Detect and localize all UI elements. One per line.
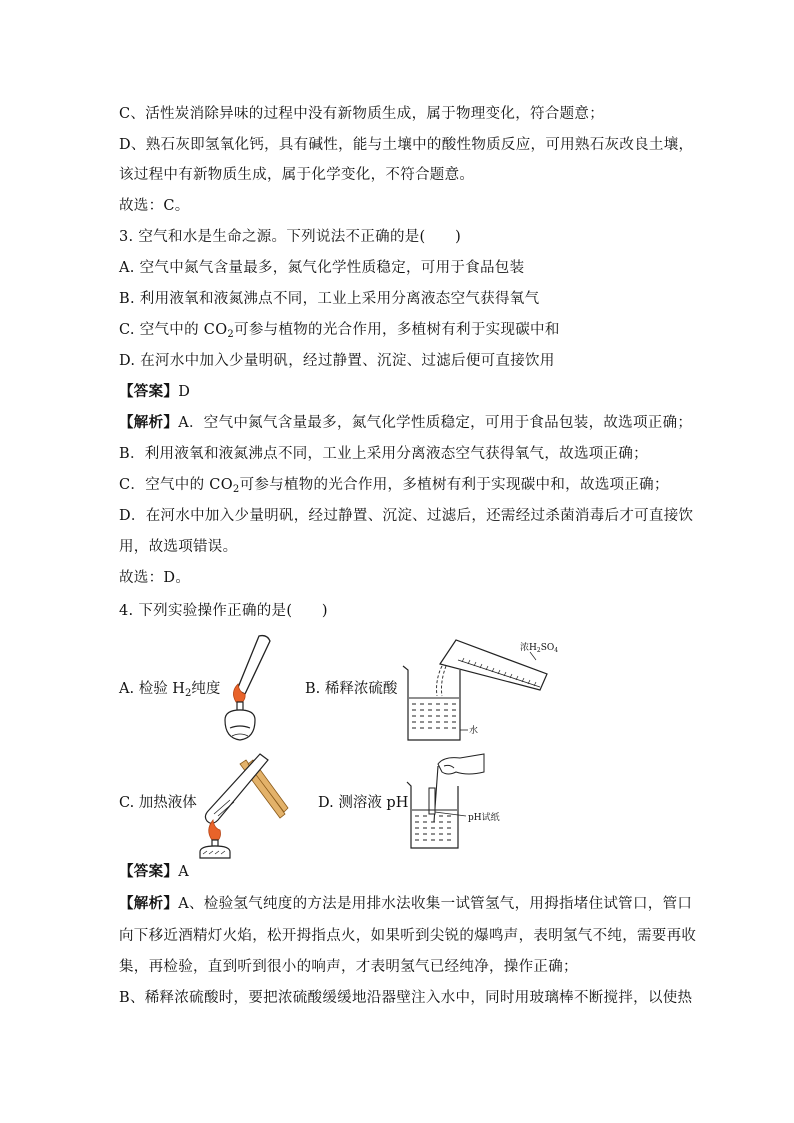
q3-answer-tag: 【答案】: [119, 383, 179, 400]
q4-analysis-a-2: 向下移近酒精灯火焰，松开拇指点火，如果听到尖锐的爆鸣声，表明氢气不纯，需要再收: [119, 928, 697, 944]
fig-d-ph-paper-label: pH试纸: [468, 813, 500, 823]
q4-answer-tag: 【答案】: [119, 863, 179, 880]
prev-option-d-text-1: D、熟石灰即氢氧化钙，具有碱性，能与土壤中的酸性物质反应，可用熟石灰改良土壤，: [119, 137, 694, 153]
q4-analysis-tag: 【解析】: [119, 895, 179, 912]
q4-answer-value: A: [178, 864, 189, 880]
q3-choose-text: 故选：D。: [119, 570, 191, 586]
q3-option-a: A. 空气中氮气含量最多，氮气化学性质稳定，可用于食品包装: [119, 260, 525, 276]
flame-icon: [209, 820, 221, 842]
q3-analysis-c-sub: 2: [232, 484, 240, 495]
q4-option-d-label: D. 测溶液 pH: [318, 795, 409, 811]
q4-option-a-sub: 2: [184, 688, 192, 699]
fig-b-acid-label: [520, 641, 558, 654]
q4-option-b-label: B. 稀释浓硫酸: [305, 681, 398, 697]
prev-option-d-text-2: 该过程中有新物质生成，属于化学变化，不符合题意。: [119, 167, 475, 183]
q3-analysis-tag: 【解析】: [119, 414, 179, 431]
q3-analysis-c-post: 可参与植物的光合作用，多植树有利于实现碳中和，故选项正确；: [239, 477, 669, 493]
q4-option-a-label: [119, 679, 220, 704]
q3-option-c: [119, 320, 560, 345]
beaker-icon: [403, 666, 468, 740]
q3-option-c-sub: 2: [227, 329, 235, 340]
alcohol-lamp-icon: [200, 840, 230, 858]
q3-analysis-b: B．利用液氧和液氮沸点不同，工业上采用分离液态空气获得氧气，故选项正确；: [119, 446, 648, 462]
q3-stem: 3. 空气和水是生命之源。下列说法不正确的是( ): [119, 229, 462, 245]
prev-option-c-text: C、活性炭消除异味的过程中没有新物质生成，属于物理变化，符合题意；: [119, 106, 604, 122]
prev-choose-text: 故选：C。: [119, 198, 190, 214]
q3-option-d: D. 在河水中加入少量明矾，经过静置、沉淀、过滤后便可直接饮用: [119, 353, 555, 369]
q3-answer-value: D: [178, 384, 191, 400]
inverted-test-tube-icon: [237, 636, 270, 694]
q4-option-a-post: 纯度: [191, 681, 221, 697]
fig-b-acid-sub2: 4: [554, 647, 559, 654]
pouring-stream: [437, 666, 446, 696]
figure-a-test-h2-purity: [212, 632, 282, 747]
q4-analysis-a-1-text: A、检验氢气纯度的方法是用排水法收集一试管氢气，用拇指堵住试管口，管口: [178, 896, 693, 912]
figure-c-heating-liquid: [190, 750, 290, 860]
water-level: [409, 698, 459, 728]
q3-option-b: B. 利用液氧和液氮沸点不同，工业上采用分离液态空气获得氧气: [119, 291, 540, 307]
q3-analysis-a: [119, 413, 692, 433]
q3-analysis-c-pre: C．空气中的 CO: [119, 477, 233, 493]
fig-b-acid-sub1: 2: [536, 647, 541, 654]
q4-answer: [119, 862, 189, 882]
q4-analysis-a-1: [119, 894, 692, 914]
q3-option-c-pre: C. 空气中的 CO: [119, 322, 228, 338]
q3-answer: [119, 382, 190, 402]
q4-stem: 4. 下列实验操作正确的是( ): [119, 603, 328, 619]
q3-option-c-post: 可参与植物的光合作用，多植树有利于实现碳中和: [234, 322, 560, 338]
q4-option-a-pre: A. 检验 H: [119, 681, 185, 697]
fig-b-acid-pre: 浓H: [520, 643, 537, 653]
fig-b-acid-mid: SO: [540, 643, 555, 653]
q4-option-c-label: C. 加热液体: [119, 795, 197, 811]
q3-analysis-d-2: 用，故选项错误。: [119, 539, 238, 555]
fig-b-water-label: 水: [469, 726, 479, 736]
alcohol-lamp-icon: [225, 702, 255, 740]
figure-d-measure-ph: [404, 752, 534, 852]
q4-analysis-a-3: 集，再检验，直到听到很小的响声，才表明氢气已经纯净，操作正确；: [119, 959, 578, 975]
q4-analysis-b-1: B、稀释浓硫酸时，要把浓硫酸缓缓地沿器壁注入水中，同时用玻璃棒不断搅拌，以使热: [119, 990, 693, 1006]
q3-analysis-c: [119, 475, 669, 500]
q3-analysis-a-text: A．空气中氮气含量最多，氮气化学性质稳定，可用于食品包装，故选项正确；: [178, 415, 693, 431]
figure-b-dilute-acid: [400, 630, 570, 745]
hand-icon: [438, 754, 484, 774]
q3-analysis-d-1: D．在河水中加入少量明矾，经过静置、沉淀、过滤后，还需经过杀菌消毒后才可直接饮: [119, 508, 694, 524]
